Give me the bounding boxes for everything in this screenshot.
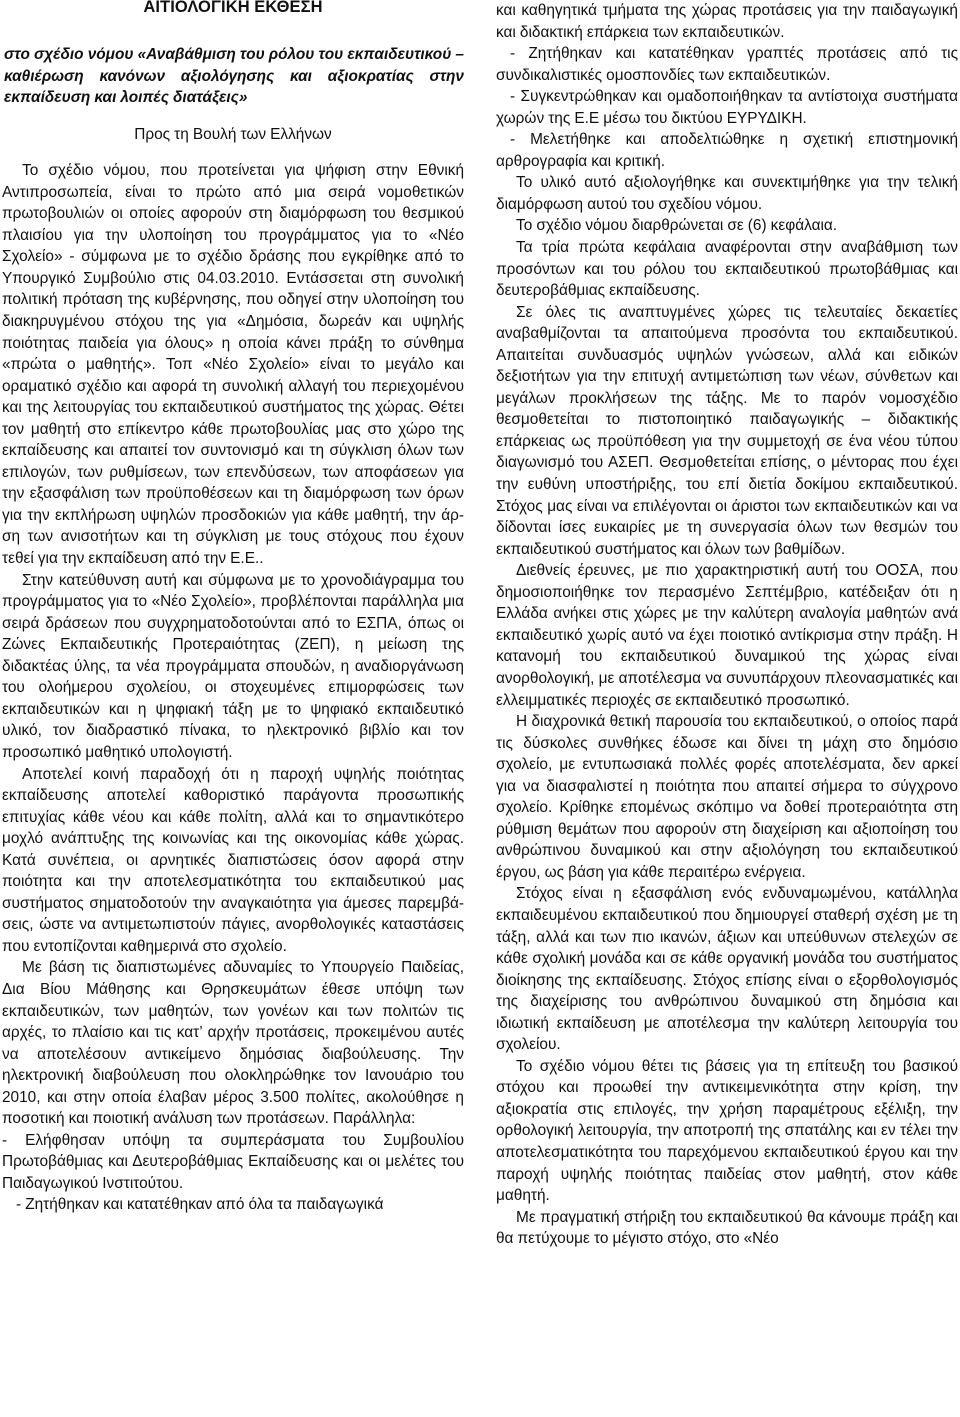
paragraph: Διεθνείς έρευνες, με πιο χαρακτηριστική αυτή του ΟΟΣΑ, που δημοσιοποιήθηκε τον περασμένο Σεπτέμβριο, κατέδειξαν ότι η Ελλάδα ανήκει στις χώρες με την καλύτερη αναλογία μαθητών ανά εκπαιδευτικό χωρίς αυτό να έχει ποιοτικό αντίκρισμα στην πράξη. Η κατανομή του εκπαιδευτικού δυναμικού της χώρας είναι ανορθολογική, με αποτέλεσμα να συνυπάρχουν πλεονασματικές και ελλειμματικές περιοχές σε εκπαιδευτικό προσωπικό. [496, 562, 958, 709]
paragraph-continued: και καθηγητικά τμήματα της χώρας προτάσεις για την παιδαγωγική και διδακτική επάρκεια των εκπαιδευτικών. [496, 2, 958, 41]
document-subtitle: στο σχέδιο νόμου «Αναβάθμιση του ρόλου του εκπαιδευτικού – καθιέρωση κανόνων αξιολόγησης και αξιοκρατίας στην εκπαίδευση και λοιπές διατάξεις» [4, 46, 464, 107]
paragraph: Το σχέδιο νόμου διαρθρώνεται σε (6) κεφάλαια. [516, 217, 838, 235]
salutation: Προς τη Βουλή των Ελλήνων [134, 125, 332, 143]
paragraph: Με βάση τις διαπιστωμένες αδυναμίες το Υπουργείο Παιδείας, Δια Βίου Μάθησης και Θρησκευμάτων έθεσε υπόψη των εκπαιδευτικών, των μαθητών, των γονέων και των πολιτών τις αρχές, το πλαίσιο και τις κατ’ αρχήν προτάσεις, προκειμένου αυτές να αποτελέσουν αντικείμενο δημόσιας διαβούλευσης. Την ηλεκτρονική διαβούλευση που ολοκληρώθηκε τον Ιανουάριο του 2010, και στην οποία έλαβαν μέρος 3.500 πολίτες, ακολούθησε η ποσοτική και ποιοτική ανάλυση των προτάσεων. Παράλληλα: [2, 959, 464, 1128]
list-item: - Ελήφθησαν υπόψη τα συμπεράσματα του Συμβουλίου Πρωτοβάθμιας και Δευτεροβάθμιας Εκπαίδευσης και οι μελέτες του Παιδαγωγικού Ινστιτούτου. [2, 1131, 464, 1192]
list-item: - Μελετήθηκε και αποδελτιώθηκε η σχετική επιστημονική αρθρογραφία και κριτική. [496, 131, 958, 170]
document-title: ΑΙΤΙΟΛΟΓΙΚΗ ΕΚΘΕΣΗ [143, 0, 323, 16]
paragraph: Σε όλες τις αναπτυγμένες χώρες τις τελευταίες δεκαετίες αναβαθμίζονται τα απαιτούμενα προσόντα του εκπαιδευτικού. Απαιτείται συνδυασμός υψηλών γνώσεων, αλλά και ειδικών δεξιοτήτων για την επιτυχή αντιμετώπιση των νέων, σύνθετων και μεγάλων προκλήσεων της τάξης. Με το παρόν νομοσχέδιο θεσμοθετείται το πιστοποιητικό παιδαγωγικής – διδακτικής επάρκειας ως προϋπόθεση για την συμμετοχή σε ένα νέου τύπου διαγωνισμό του ΑΣΕΠ. Θεσμοθετείται επίσης, ο μέντορας που έχει την ευθύνη υποστήριξης, του επί διετία δοκίμου εκπαιδευτικού. Στόχος μας είναι να επιλέγονται οι άριστοι των εκπαιδευτικών και να δίδονται ίσες ευκαιρίες με τη συνεργασία όλων των θεσμών του εκπαιδευτικού συστήματος και όλων των βαθμίδων. [496, 303, 958, 558]
left-column [2, 0, 464, 1417]
right-column [496, 0, 958, 1417]
list-item: - Ζητήθηκαν και κατατέθηκαν γραπτές προτάσεις από τις συνδικαλιστικές ομοσπονδίες των εκπαιδευτικών. [496, 45, 958, 84]
paragraph: Στόχος είναι η εξασφάλιση ενός ενδυναμωμένου, κατάλληλα εκπαιδευμένου εκπαιδευτικού που δημιουργεί σταθερή σχέση με τη τάξη, αλλά και των πιο ικανών, άξιων και υπεύθυνων στελεχών σε κάθε σχολική μονάδα και σε κάθε οργανική μονάδα του συστήματος διοίκησης της εκπαίδευσης. Στόχος επίσης είναι ο εξορθολογισμός της διαχείρισης του ανθρώπινου δυναμικού στη δημόσια και ιδιωτική εκπαίδευση με αποτέλεσμα την καλύτερη λειτουργία του σχολείου. [496, 885, 958, 1054]
paragraph: Τα τρία πρώτα κεφάλαια αναφέρονται στην αναβάθμιση των προσόντων και του ρόλου του εκπαιδευτικού πρωτοβάθμιας και δευτεροβάθμιας εκπαίδευσης. [496, 239, 958, 300]
paragraph: Η διαχρονικά θετική παρουσία του εκπαιδευτικού, ο οποίος παρά τις δύσκολες συνθήκες έδωσε και δίνει τη μάχη στο δημόσιο σχολείο, με εντυπωσιακά πολλές φορές αποτελέσματα, δεν αρκεί για να διασφαλιστεί η ποιότητα που απαιτεί σήμερα το σύγχρονο σχολείο. Κρίθηκε επομένως σκόπιμο να δοθεί προτεραιότητα στη ρύθμιση θεμάτων που αφορούν στη διαχείριση και αξιοποίηση του ανθρώπινου δυναμικού και στην αξιολόγηση του εκπαιδευτικού έργου, ως βάση για κάθε περαιτέρω ενέργεια. [496, 713, 958, 881]
list-item: - Ζητήθηκαν και κατατέθηκαν από όλα τα παιδαγωγικά [16, 1196, 384, 1214]
paragraph: Στην κατεύθυνση αυτή και σύμφωνα με το χρονοδιάγραμμα του προγράμματος για το «Νέο Σχολείο», προβλέπονται παράλληλα μια σειρά δράσεων που συγχρηματοδοτούνται από το ΕΣΠΑ, όπως οι Ζώνες Εκπαιδευτικής Προτεραιότητας (ΖΕΠ), η μείωση της διδακτέας ύλης, τα νέα προγράμματα σπουδών, η αναδιοργάνωση του ολοήμερου σχολείου, οι στοχευμένες επιμορφώσεις των εκπαιδευτικών και η ψηφιακή τάξη με το ψηφιακό εκπαιδευτικό υλικό, τον διαδραστικό πίνακα, το ηλεκτρονικό βιβλίο και τον προσωπικό μαθητικό υπολογιστή. [2, 571, 464, 761]
paragraph: Το υλικό αυτό αξιολογήθηκε και συνεκτιμήθηκε για την τελική διαμόρφωση αυτού του σχεδίου νόμου. [496, 174, 958, 213]
paragraph: Με πραγματική στήριξη του εκπαιδευτικού θα κάνουμε πράξη και θα πετύχουμε το μέγιστο στόχο, στο «Νέο [496, 1208, 958, 1248]
list-item: - Συγκεντρώθηκαν και ομαδοποιήθηκαν τα αντίστοιχα συστήματα χωρών της Ε.Ε μέσω του δικτύου ΕΥΡΥΔΙΚΗ. [496, 88, 958, 127]
paragraph: Το σχέδιο νόμου θέτει τις βάσεις για τη επίτευξη του βασικού στόχου και προωθεί την αντικειμενικότητα στην κρίση, την αξιοκρατία στις επιλογές, την χρήση παραμέτρους εξέλιξη, την ορθολογική λειτουργία, την αποτροπή της σπατάλης και εν τέλει την αποτελεσματικότητα του παρεχόμενου εκπαιδευτικού έργου και την παροχή υψηλής ποιότητας παιδείας στον μαθητή, στον κάθε μαθητή. [496, 1057, 958, 1205]
paragraph: Αποτελεί κοινή παραδοχή ότι η παροχή υψηλής ποιότητας εκπαίδευσης αποτελεί καθοριστικό παράγοντα προσωπικής επιτυχίας κάθε νέου και κάθε πολίτη, αλλά και το σημαντικότερο μοχλό ανάπτυξης της κοινωνίας και της οικονομίας κάθε χώρας. Κατά συνέπεια, οι αρνητικές διαπιστώσεις όσον αφορά στην ποιότητα και την αποτελεσματικότητα του εκπαιδευτικού μας συστήματος σηματοδοτούν την αναγκαιότητα για άμεσες παρεμβάσεις, ώστε να αντιμετωπιστούν πάγιες, ανορθολογικές καταστάσεις που εντοπίζονται καθημερινά στο σχολείο. [2, 765, 464, 955]
paragraph: Το σχέδιο νόμου, που προτείνεται για ψήφιση στην Εθνική Αντιπροσωπεία, είναι το πρώτο από μια σειρά νομοθετικών πρωτοβουλιών οι οποίες αφορούν στη διαμόρφωση του θεσμικού πλαισίου για την υλοποίηση του προγράμματος για το «Νέο Σχολείο» - σύμφωνα με το σχέδιο δράσης που εγκρίθηκε από το Υπουργικό Συμβούλιο στις 04.03.2010. Εντάσσεται στη συνολική πολιτική πρόταση της κυβέρνησης, που οδηγεί στην υλοποίηση του διακηρυγμένου στόχου της για «Δημόσια, δωρεάν και υψηλής ποιότητας παιδεία για όλους» η οποία κάνει πράξη το σύνθημα «πρώτα ο μαθητής». Τοπ «Νέο Σχολείο» είναι το μεγάλο και οραματικό σχέδιο και αφορά τη συνολική αλλαγή του περιεχομένου και της λειτουργίας του εκπαιδευτικού συστήματος της χώρας. Θέτει τον μαθητή στο επίκεντρο κάθε πρωτοβουλίας μας στο χώρο της εκπαίδευσης και απαιτεί τον συντονισμό και τη σύγκλιση όλων των επιλογών, των ρυθμίσεων, των επενδύσεων, των αποφάσεων για την εξασφάλιση των προϋποθέσεων και τη διαμόρφωση των όρων για την εκπλήρωση υψηλών προσδοκιών για κάθε μαθητή, την άρση των ανισοτήτων και τη σύγκλιση με τους στόχους που έχουν τεθεί για την εκπαίδευση από την Ε.Ε.. [2, 162, 464, 568]
